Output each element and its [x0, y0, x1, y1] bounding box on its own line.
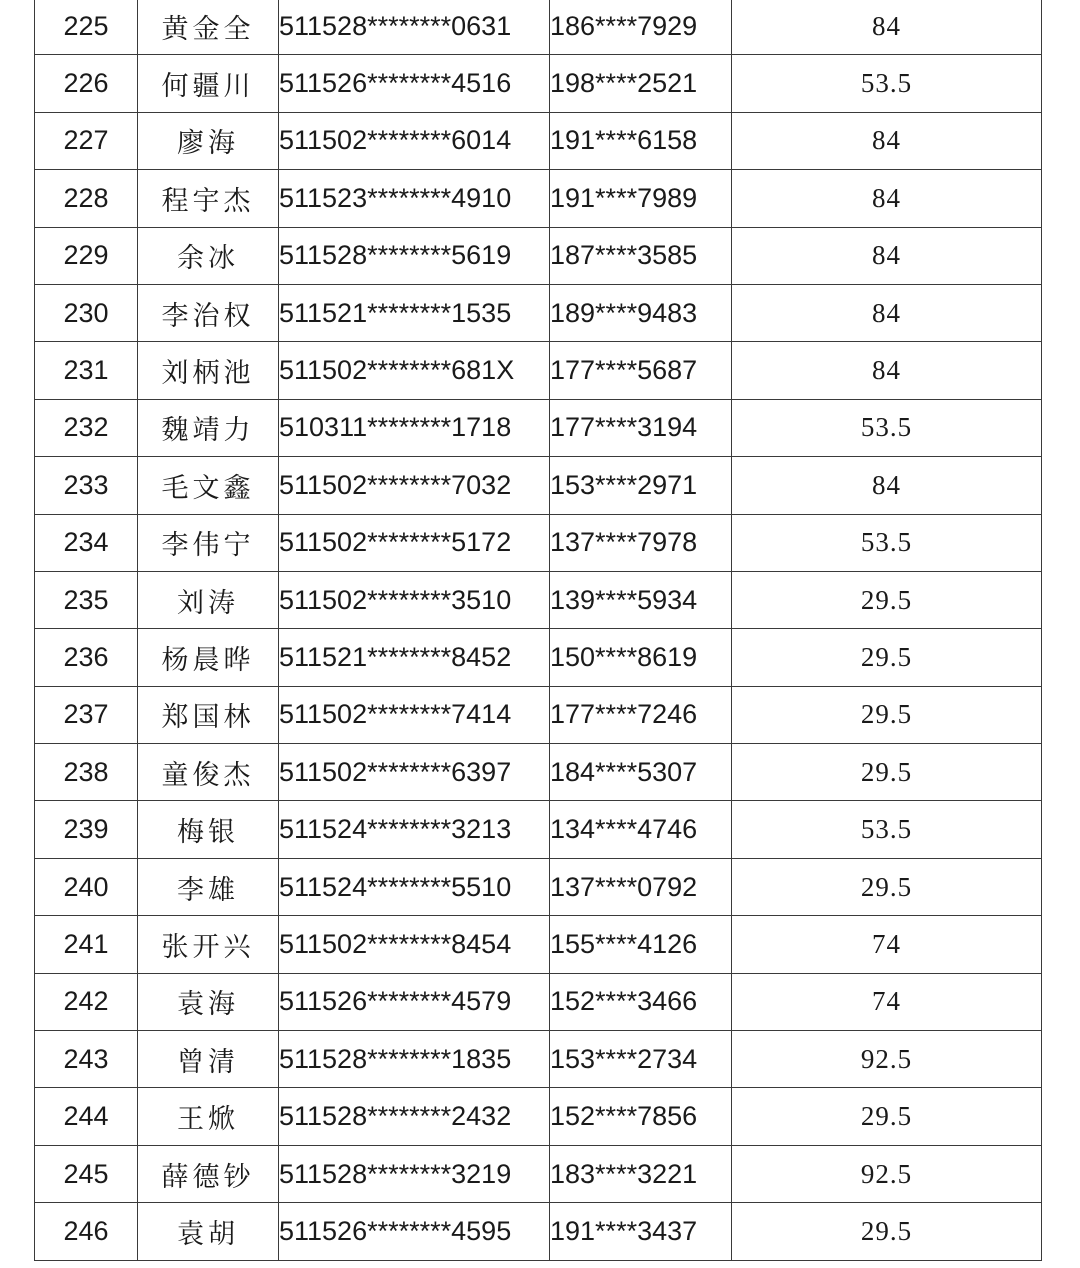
id-number-cell: 511526********4595 [279, 1203, 550, 1260]
id-number-cell: 511502********6397 [279, 744, 550, 801]
table-row [35, 858, 1042, 915]
id-number-cell: 511523********4910 [279, 170, 550, 227]
id-number-cell: 511502********7414 [279, 686, 550, 743]
table-row [35, 1088, 1042, 1145]
name-cell: 毛文鑫 [138, 457, 279, 514]
table-row [35, 457, 1042, 514]
phone-cell: 134****4746 [550, 801, 732, 858]
phone-cell: 177****5687 [550, 342, 732, 399]
roster-table [34, 0, 1042, 1261]
id-number-cell: 511502********3510 [279, 571, 550, 628]
row-number-cell: 246 [35, 1203, 138, 1260]
row-number-cell: 232 [35, 399, 138, 456]
score-cell: 92.5 [732, 1145, 1042, 1202]
table-row [35, 170, 1042, 227]
phone-cell: 183****3221 [550, 1145, 732, 1202]
row-number-cell: 240 [35, 858, 138, 915]
phone-cell: 191****6158 [550, 112, 732, 169]
table-row [35, 112, 1042, 169]
id-number-cell: 511521********1535 [279, 284, 550, 341]
name-cell: 曾清 [138, 1031, 279, 1088]
score-cell: 29.5 [732, 858, 1042, 915]
table-row [35, 629, 1042, 686]
table-row [35, 744, 1042, 801]
phone-cell: 177****7246 [550, 686, 732, 743]
table-row [35, 55, 1042, 112]
phone-cell: 155****4126 [550, 916, 732, 973]
id-number-cell: 511528********3219 [279, 1145, 550, 1202]
table-row [35, 1203, 1042, 1260]
name-cell: 杨晨晔 [138, 629, 279, 686]
phone-cell: 191****7989 [550, 170, 732, 227]
row-number-cell: 231 [35, 342, 138, 399]
table-row [35, 284, 1042, 341]
id-number-cell: 511524********3213 [279, 801, 550, 858]
name-cell: 童俊杰 [138, 744, 279, 801]
row-number-cell: 241 [35, 916, 138, 973]
id-number-cell: 511528********2432 [279, 1088, 550, 1145]
phone-cell: 184****5307 [550, 744, 732, 801]
phone-cell: 139****5934 [550, 571, 732, 628]
row-number-cell: 234 [35, 514, 138, 571]
table-row [35, 514, 1042, 571]
score-cell: 92.5 [732, 1031, 1042, 1088]
phone-cell: 189****9483 [550, 284, 732, 341]
id-number-cell: 511502********8454 [279, 916, 550, 973]
score-cell: 29.5 [732, 1203, 1042, 1260]
name-cell: 黄金全 [138, 0, 279, 55]
table-row [35, 342, 1042, 399]
name-cell: 李治权 [138, 284, 279, 341]
row-number-cell: 226 [35, 55, 138, 112]
name-cell: 王焮 [138, 1088, 279, 1145]
row-number-cell: 238 [35, 744, 138, 801]
score-cell: 84 [732, 457, 1042, 514]
row-number-cell: 242 [35, 973, 138, 1030]
table-row [35, 801, 1042, 858]
table-row [35, 227, 1042, 284]
row-number-cell: 235 [35, 571, 138, 628]
id-number-cell: 511502********681X [279, 342, 550, 399]
row-number-cell: 227 [35, 112, 138, 169]
row-number-cell: 233 [35, 457, 138, 514]
name-cell: 张开兴 [138, 916, 279, 973]
name-cell: 廖海 [138, 112, 279, 169]
row-number-cell: 230 [35, 284, 138, 341]
name-cell: 魏靖力 [138, 399, 279, 456]
score-cell: 29.5 [732, 744, 1042, 801]
name-cell: 袁海 [138, 973, 279, 1030]
score-cell: 53.5 [732, 514, 1042, 571]
table-row [35, 399, 1042, 456]
name-cell: 薛德钞 [138, 1145, 279, 1202]
id-number-cell: 511502********7032 [279, 457, 550, 514]
id-number-cell: 511524********5510 [279, 858, 550, 915]
score-cell: 29.5 [732, 1088, 1042, 1145]
score-cell: 84 [732, 170, 1042, 227]
id-number-cell: 511528********5619 [279, 227, 550, 284]
score-cell: 53.5 [732, 55, 1042, 112]
name-cell: 程宇杰 [138, 170, 279, 227]
score-cell: 84 [732, 227, 1042, 284]
score-cell: 53.5 [732, 801, 1042, 858]
name-cell: 郑国林 [138, 686, 279, 743]
row-number-cell: 228 [35, 170, 138, 227]
name-cell: 余冰 [138, 227, 279, 284]
table-row [35, 0, 1042, 55]
score-cell: 53.5 [732, 399, 1042, 456]
phone-cell: 137****0792 [550, 858, 732, 915]
phone-cell: 198****2521 [550, 55, 732, 112]
row-number-cell: 245 [35, 1145, 138, 1202]
phone-cell: 153****2734 [550, 1031, 732, 1088]
name-cell: 李雄 [138, 858, 279, 915]
score-cell: 84 [732, 342, 1042, 399]
phone-cell: 152****7856 [550, 1088, 732, 1145]
id-number-cell: 511526********4516 [279, 55, 550, 112]
row-number-cell: 244 [35, 1088, 138, 1145]
score-cell: 84 [732, 0, 1042, 55]
id-number-cell: 511521********8452 [279, 629, 550, 686]
id-number-cell: 511526********4579 [279, 973, 550, 1030]
id-number-cell: 510311********1718 [279, 399, 550, 456]
phone-cell: 137****7978 [550, 514, 732, 571]
roster-sheet [34, 0, 1041, 1268]
row-number-cell: 243 [35, 1031, 138, 1088]
table-row [35, 686, 1042, 743]
score-cell: 29.5 [732, 629, 1042, 686]
name-cell: 梅银 [138, 801, 279, 858]
id-number-cell: 511528********1835 [279, 1031, 550, 1088]
name-cell: 袁胡 [138, 1203, 279, 1260]
name-cell: 李伟宁 [138, 514, 279, 571]
row-number-cell: 237 [35, 686, 138, 743]
phone-cell: 153****2971 [550, 457, 732, 514]
table-row [35, 973, 1042, 1030]
name-cell: 刘柄池 [138, 342, 279, 399]
phone-cell: 186****7929 [550, 0, 732, 55]
table-row [35, 1145, 1042, 1202]
score-cell: 84 [732, 284, 1042, 341]
phone-cell: 191****3437 [550, 1203, 732, 1260]
score-cell: 74 [732, 916, 1042, 973]
table-row [35, 1031, 1042, 1088]
row-number-cell: 225 [35, 0, 138, 55]
id-number-cell: 511528********0631 [279, 0, 550, 55]
phone-cell: 152****3466 [550, 973, 732, 1030]
name-cell: 刘涛 [138, 571, 279, 628]
row-number-cell: 229 [35, 227, 138, 284]
phone-cell: 177****3194 [550, 399, 732, 456]
table-row [35, 916, 1042, 973]
phone-cell: 187****3585 [550, 227, 732, 284]
roster-table-body [35, 0, 1042, 1260]
name-cell: 何疆川 [138, 55, 279, 112]
row-number-cell: 236 [35, 629, 138, 686]
score-cell: 84 [732, 112, 1042, 169]
phone-cell: 150****8619 [550, 629, 732, 686]
score-cell: 29.5 [732, 571, 1042, 628]
score-cell: 29.5 [732, 686, 1042, 743]
id-number-cell: 511502********6014 [279, 112, 550, 169]
id-number-cell: 511502********5172 [279, 514, 550, 571]
score-cell: 74 [732, 973, 1042, 1030]
table-row [35, 571, 1042, 628]
row-number-cell: 239 [35, 801, 138, 858]
